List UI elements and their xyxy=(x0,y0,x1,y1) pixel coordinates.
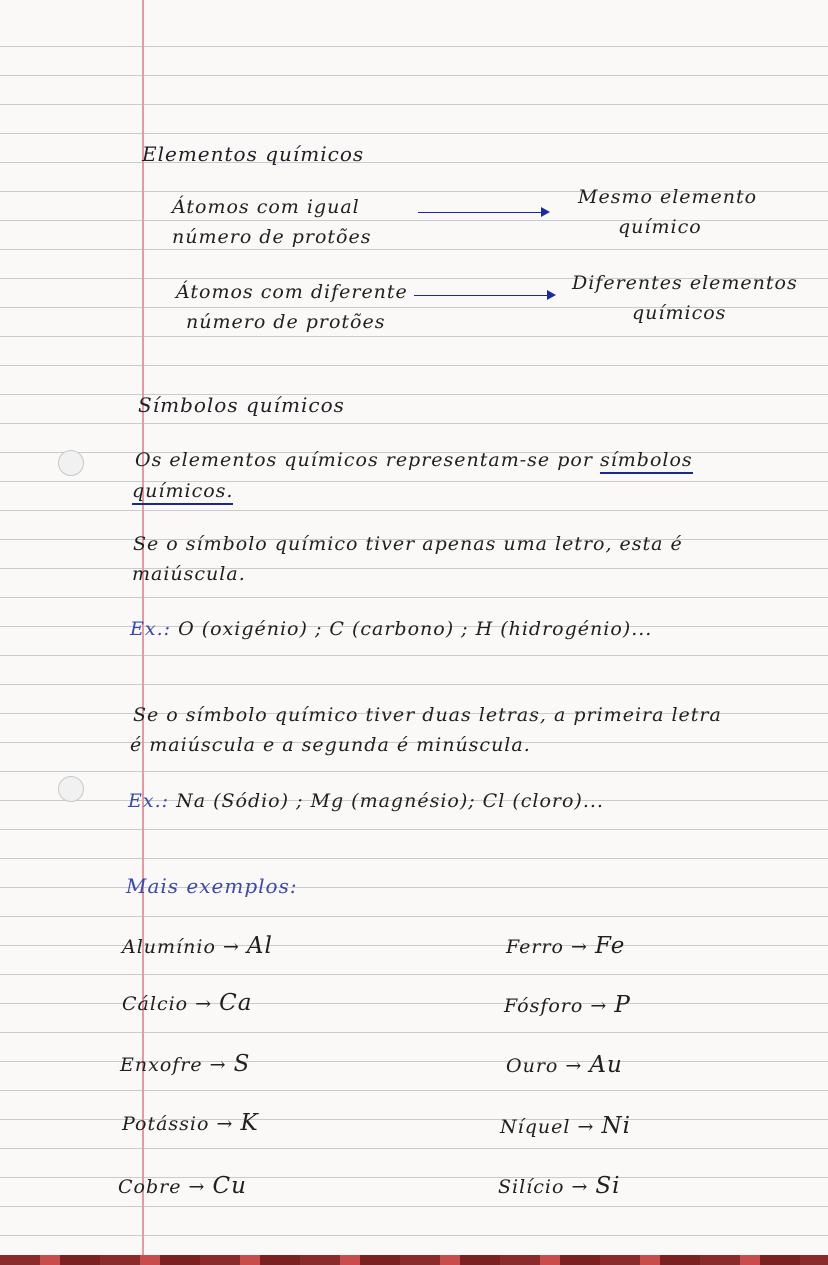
element-symbol: Al xyxy=(246,933,273,959)
list-item xyxy=(122,990,252,1016)
element-symbol: Fe xyxy=(595,933,626,959)
arrow-right-icon: → xyxy=(216,1113,241,1135)
paragraph2-line2: maiúscula. xyxy=(132,563,246,585)
row2-left-line1: Átomos com diferente xyxy=(176,281,408,303)
arrow-right-icon xyxy=(418,212,548,213)
element-symbol: Si xyxy=(595,1173,621,1199)
example1-label: Ex.: xyxy=(130,618,172,640)
list-item xyxy=(120,1051,250,1077)
row2-right-line2: químicos xyxy=(632,302,727,324)
element-symbol: S xyxy=(233,1051,251,1077)
element-name: Ferro xyxy=(506,936,564,958)
list-item xyxy=(122,933,273,959)
row1-right-line2: químico xyxy=(618,216,702,238)
element-symbol: Au xyxy=(589,1052,623,1078)
element-symbol: Cu xyxy=(212,1173,247,1199)
element-name: Enxofre xyxy=(120,1054,203,1076)
section-title-simbolos: Símbolos químicos xyxy=(138,393,345,417)
element-name: Níquel xyxy=(500,1116,571,1138)
list-item xyxy=(506,1052,623,1078)
bottom-edge xyxy=(0,1255,828,1265)
quimicos-underlined: químicos. xyxy=(132,480,233,505)
list-item xyxy=(118,1173,247,1199)
paragraph3-line1: Se o símbolo químico tiver duas letras, a primeira letra xyxy=(133,704,722,726)
list-item xyxy=(498,1173,621,1199)
example2-label: Ex.: xyxy=(128,790,170,812)
example1 xyxy=(130,618,652,640)
row2-right-line1: Diferentes elementos xyxy=(572,272,798,294)
arrow-right-icon: → xyxy=(571,936,596,958)
row2-left-line2: número de protões xyxy=(186,311,386,333)
row1-left-line2: número de protões xyxy=(172,226,372,248)
element-name: Ouro xyxy=(506,1055,559,1077)
section-title-mais-exemplos: Mais exemplos: xyxy=(126,874,298,898)
binder-hole xyxy=(58,450,84,476)
paragraph2-line1: Se o símbolo químico tiver apenas uma letro, esta é xyxy=(133,533,683,555)
arrow-right-icon: → xyxy=(222,936,247,958)
list-item xyxy=(506,933,625,959)
element-symbol: Ni xyxy=(601,1113,631,1139)
arrow-right-icon: → xyxy=(195,993,220,1015)
element-name: Cálcio xyxy=(122,993,189,1015)
list-item xyxy=(122,1110,259,1136)
paragraph1-line2 xyxy=(132,480,233,502)
section-title-elementos: Elementos químicos xyxy=(142,142,365,166)
row1-left-line1: Átomos com igual xyxy=(172,196,360,218)
element-symbol: P xyxy=(614,992,631,1018)
simbolos-underlined: símbolos xyxy=(600,449,693,474)
paragraph1-text: Os elementos químicos representam-se por xyxy=(135,449,593,471)
arrow-right-icon: → xyxy=(571,1176,596,1198)
example2-text: Na (Sódio) ; Mg (magnésio); Cl (cloro)... xyxy=(176,790,604,812)
arrow-right-icon xyxy=(414,295,554,296)
example2 xyxy=(128,790,604,812)
list-item xyxy=(500,1113,631,1139)
arrow-right-icon: → xyxy=(209,1054,234,1076)
paragraph1-line1 xyxy=(135,449,693,471)
arrow-right-icon: → xyxy=(188,1176,213,1198)
arrow-right-icon: → xyxy=(577,1116,602,1138)
paragraph3-line2: é maiúscula e a segunda é minúscula. xyxy=(130,734,531,756)
element-symbol: Ca xyxy=(219,990,253,1016)
element-name: Fósforo xyxy=(504,995,584,1017)
list-item xyxy=(504,992,631,1018)
element-name: Silício xyxy=(498,1176,565,1198)
arrow-right-icon: → xyxy=(565,1055,590,1077)
binder-hole xyxy=(58,776,84,802)
arrow-right-icon: → xyxy=(590,995,615,1017)
example1-text: O (oxigénio) ; C (carbono) ; H (hidrogénio)... xyxy=(178,618,653,640)
element-symbol: K xyxy=(240,1110,259,1136)
element-name: Potássio xyxy=(122,1113,210,1135)
element-name: Cobre xyxy=(118,1176,182,1198)
row1-right-line1: Mesmo elemento xyxy=(578,186,758,208)
element-name: Alumínio xyxy=(122,936,216,958)
